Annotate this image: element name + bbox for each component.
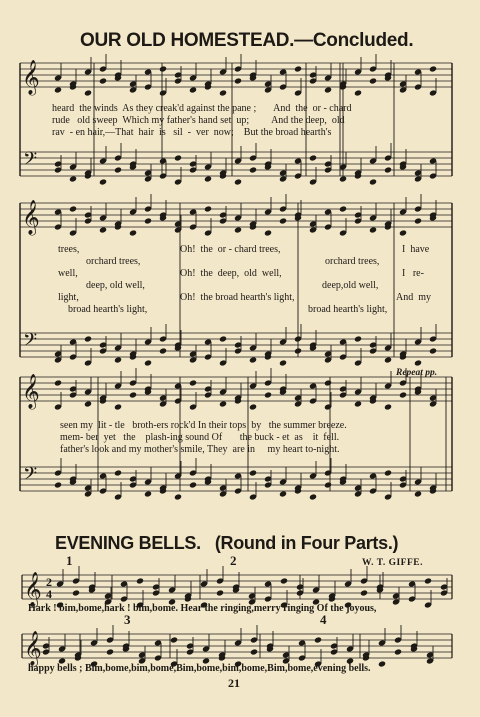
note-head — [234, 226, 242, 233]
note-head — [136, 577, 144, 584]
note-head — [189, 86, 197, 93]
music-notes — [42, 54, 448, 668]
lyrics-s1-v3: rav - en hair,—That hair is sil - ver now; But the broad hearth's — [52, 127, 332, 138]
staff-bass-3 — [20, 467, 452, 491]
song-subtitle: (Round in Four Parts.) — [214, 533, 399, 553]
note-head — [216, 589, 224, 596]
note-head — [234, 77, 242, 84]
note-head — [360, 589, 368, 596]
note-head — [414, 217, 422, 224]
lyrics-s3-v3: father's look and my mother's smile, They are in my heart to-night. — [60, 444, 340, 455]
note-head — [54, 86, 62, 93]
round-part-1: 1 — [66, 553, 73, 568]
note-head — [219, 335, 227, 342]
note-head — [279, 359, 287, 366]
note-head — [354, 400, 362, 407]
note-head — [144, 217, 152, 224]
note-head — [204, 175, 212, 182]
treble-clef-icon: 𝄞 — [22, 374, 40, 409]
note-head — [399, 229, 407, 236]
time-signature-bottom: 4 — [46, 587, 52, 601]
note-head — [84, 89, 92, 96]
note-head — [129, 391, 137, 398]
note-head — [384, 356, 392, 363]
note-head — [72, 589, 80, 596]
note-head — [354, 89, 362, 96]
note-head — [219, 400, 227, 407]
note-head — [264, 391, 272, 398]
note-head — [84, 400, 92, 407]
note-head — [144, 359, 152, 366]
note-head — [159, 347, 167, 354]
note-head — [54, 379, 62, 386]
song-title-evening-bells — [55, 533, 435, 554]
note-head — [114, 356, 122, 363]
treble-clef-icon: 𝄞 — [22, 200, 40, 235]
note-head — [69, 175, 77, 182]
note-head — [249, 469, 257, 476]
round-part-2: 2 — [230, 553, 237, 568]
note-head — [309, 493, 317, 500]
note-head — [399, 391, 407, 398]
note-head — [204, 205, 212, 212]
note-head — [339, 205, 347, 212]
lyrics-s2-v1a: trees, — [58, 244, 80, 255]
lyrics-s2-v3c: And my — [396, 292, 431, 303]
composer-credit: W. T. GIFFE. — [362, 558, 423, 568]
bass-clef-icon: 𝄢 — [23, 464, 38, 489]
bass-clef-icon: 𝄢 — [23, 330, 38, 355]
lyrics-s2-v3a: light, — [58, 292, 79, 303]
lyrics-s2-v2c: I re- — [402, 268, 424, 279]
note-head — [324, 481, 332, 488]
note-head — [369, 226, 377, 233]
song-title-main: EVENING BELLS. — [55, 533, 201, 553]
lyrics-s1-v2: rude old sweep Which my father's hand set up; And the deep, old — [52, 115, 345, 126]
treble-clef-icon: 𝄞 — [24, 631, 42, 666]
note-head — [394, 648, 402, 655]
lyrics-s2-v2e: deep,old well, — [322, 280, 379, 291]
treble-clef-icon: 𝄞 — [22, 60, 40, 95]
song-title-our-old-homestead: OUR OLD HOMESTEAD.—Concluded. — [80, 30, 414, 51]
note-head — [249, 403, 257, 410]
note-head — [429, 347, 437, 354]
note-head — [144, 490, 152, 497]
note-head — [114, 403, 122, 410]
note-head — [159, 65, 167, 72]
note-head — [114, 166, 122, 173]
lyrics-s2-v2a: well, — [58, 268, 78, 279]
round-part-3: 3 — [124, 612, 131, 627]
note-head — [99, 178, 107, 185]
note-head — [174, 154, 182, 161]
note-head — [369, 77, 377, 84]
note-head — [129, 229, 137, 236]
bass-clef-icon: 𝄢 — [23, 149, 38, 174]
note-head — [249, 356, 257, 363]
note-head — [294, 347, 302, 354]
staff-round-2 — [22, 634, 452, 658]
note-head — [424, 577, 432, 584]
note-head — [249, 166, 257, 173]
treble-clef-icon: 𝄞 — [24, 572, 42, 607]
note-head — [189, 379, 197, 386]
note-head — [384, 166, 392, 173]
note-head — [429, 65, 437, 72]
lyrics-s1-v1: heard the winds As they creak'd against the pane ; And the or - chard — [52, 103, 352, 114]
page-number: 21 — [228, 676, 240, 690]
note-head — [84, 335, 92, 342]
lyrics-s2-v2d: deep, old well, — [86, 280, 145, 291]
lyrics-s2-v1d: orchard trees, — [86, 256, 141, 267]
lyrics-s3-v1: seen my lit - tle broth-ers rock'd In their tops by the summer breeze. — [60, 420, 347, 431]
note-head — [309, 154, 317, 161]
note-head — [279, 217, 287, 224]
round-part-4: 4 — [320, 612, 327, 627]
note-head — [170, 636, 178, 643]
note-head — [324, 379, 332, 386]
note-head — [219, 89, 227, 96]
lyrics-round-line2: happy bells ; Bim,bome,bim,bome,Bim,bome,bim,bome,Bim,bome,evening bells. — [28, 663, 371, 674]
note-head — [99, 226, 107, 233]
note-head — [324, 86, 332, 93]
note-head — [69, 205, 77, 212]
note-head — [294, 65, 302, 72]
note-head — [189, 481, 197, 488]
lyrics-s2-v3d: broad hearth's light, — [68, 304, 148, 315]
note-head — [54, 481, 62, 488]
lyrics-s2-v2b: Oh! the deep, old well, — [180, 268, 282, 279]
lyrics-s3-v2: mem- ber yet the plash-ing sound Of the buck - et as it fell. — [60, 432, 340, 443]
note-head — [250, 648, 258, 655]
note-head — [384, 469, 392, 476]
lyrics-s2-v1c: I have — [402, 244, 430, 255]
repeat-direction: Repeat pp. — [396, 368, 438, 378]
note-head — [314, 636, 322, 643]
note-head — [279, 490, 287, 497]
lyrics-s2-v3b: Oh! the broad hearth's light, — [180, 292, 295, 303]
note-head — [114, 469, 122, 476]
time-signature-top: 2 — [46, 575, 52, 589]
lyrics-round-line1: Hark ! bim,bome,hark ! bim,bome. Hear the ringing,merry ringing Of the joyous, — [28, 603, 377, 614]
note-head — [384, 403, 392, 410]
note-head — [174, 493, 182, 500]
lyrics-s2-v1b: Oh! the or - chard trees, — [180, 244, 281, 255]
note-head — [354, 335, 362, 342]
note-head — [264, 229, 272, 236]
lyrics-s2-v3e: broad hearth's light, — [308, 304, 388, 315]
lyrics-s2-v1e: orchard trees, — [325, 256, 380, 267]
note-head — [369, 178, 377, 185]
note-head — [106, 648, 114, 655]
note-head — [414, 359, 422, 366]
note-head — [99, 77, 107, 84]
note-head — [378, 660, 386, 667]
note-head — [414, 490, 422, 497]
note-head — [280, 577, 288, 584]
note-head — [234, 178, 242, 185]
note-head — [339, 175, 347, 182]
